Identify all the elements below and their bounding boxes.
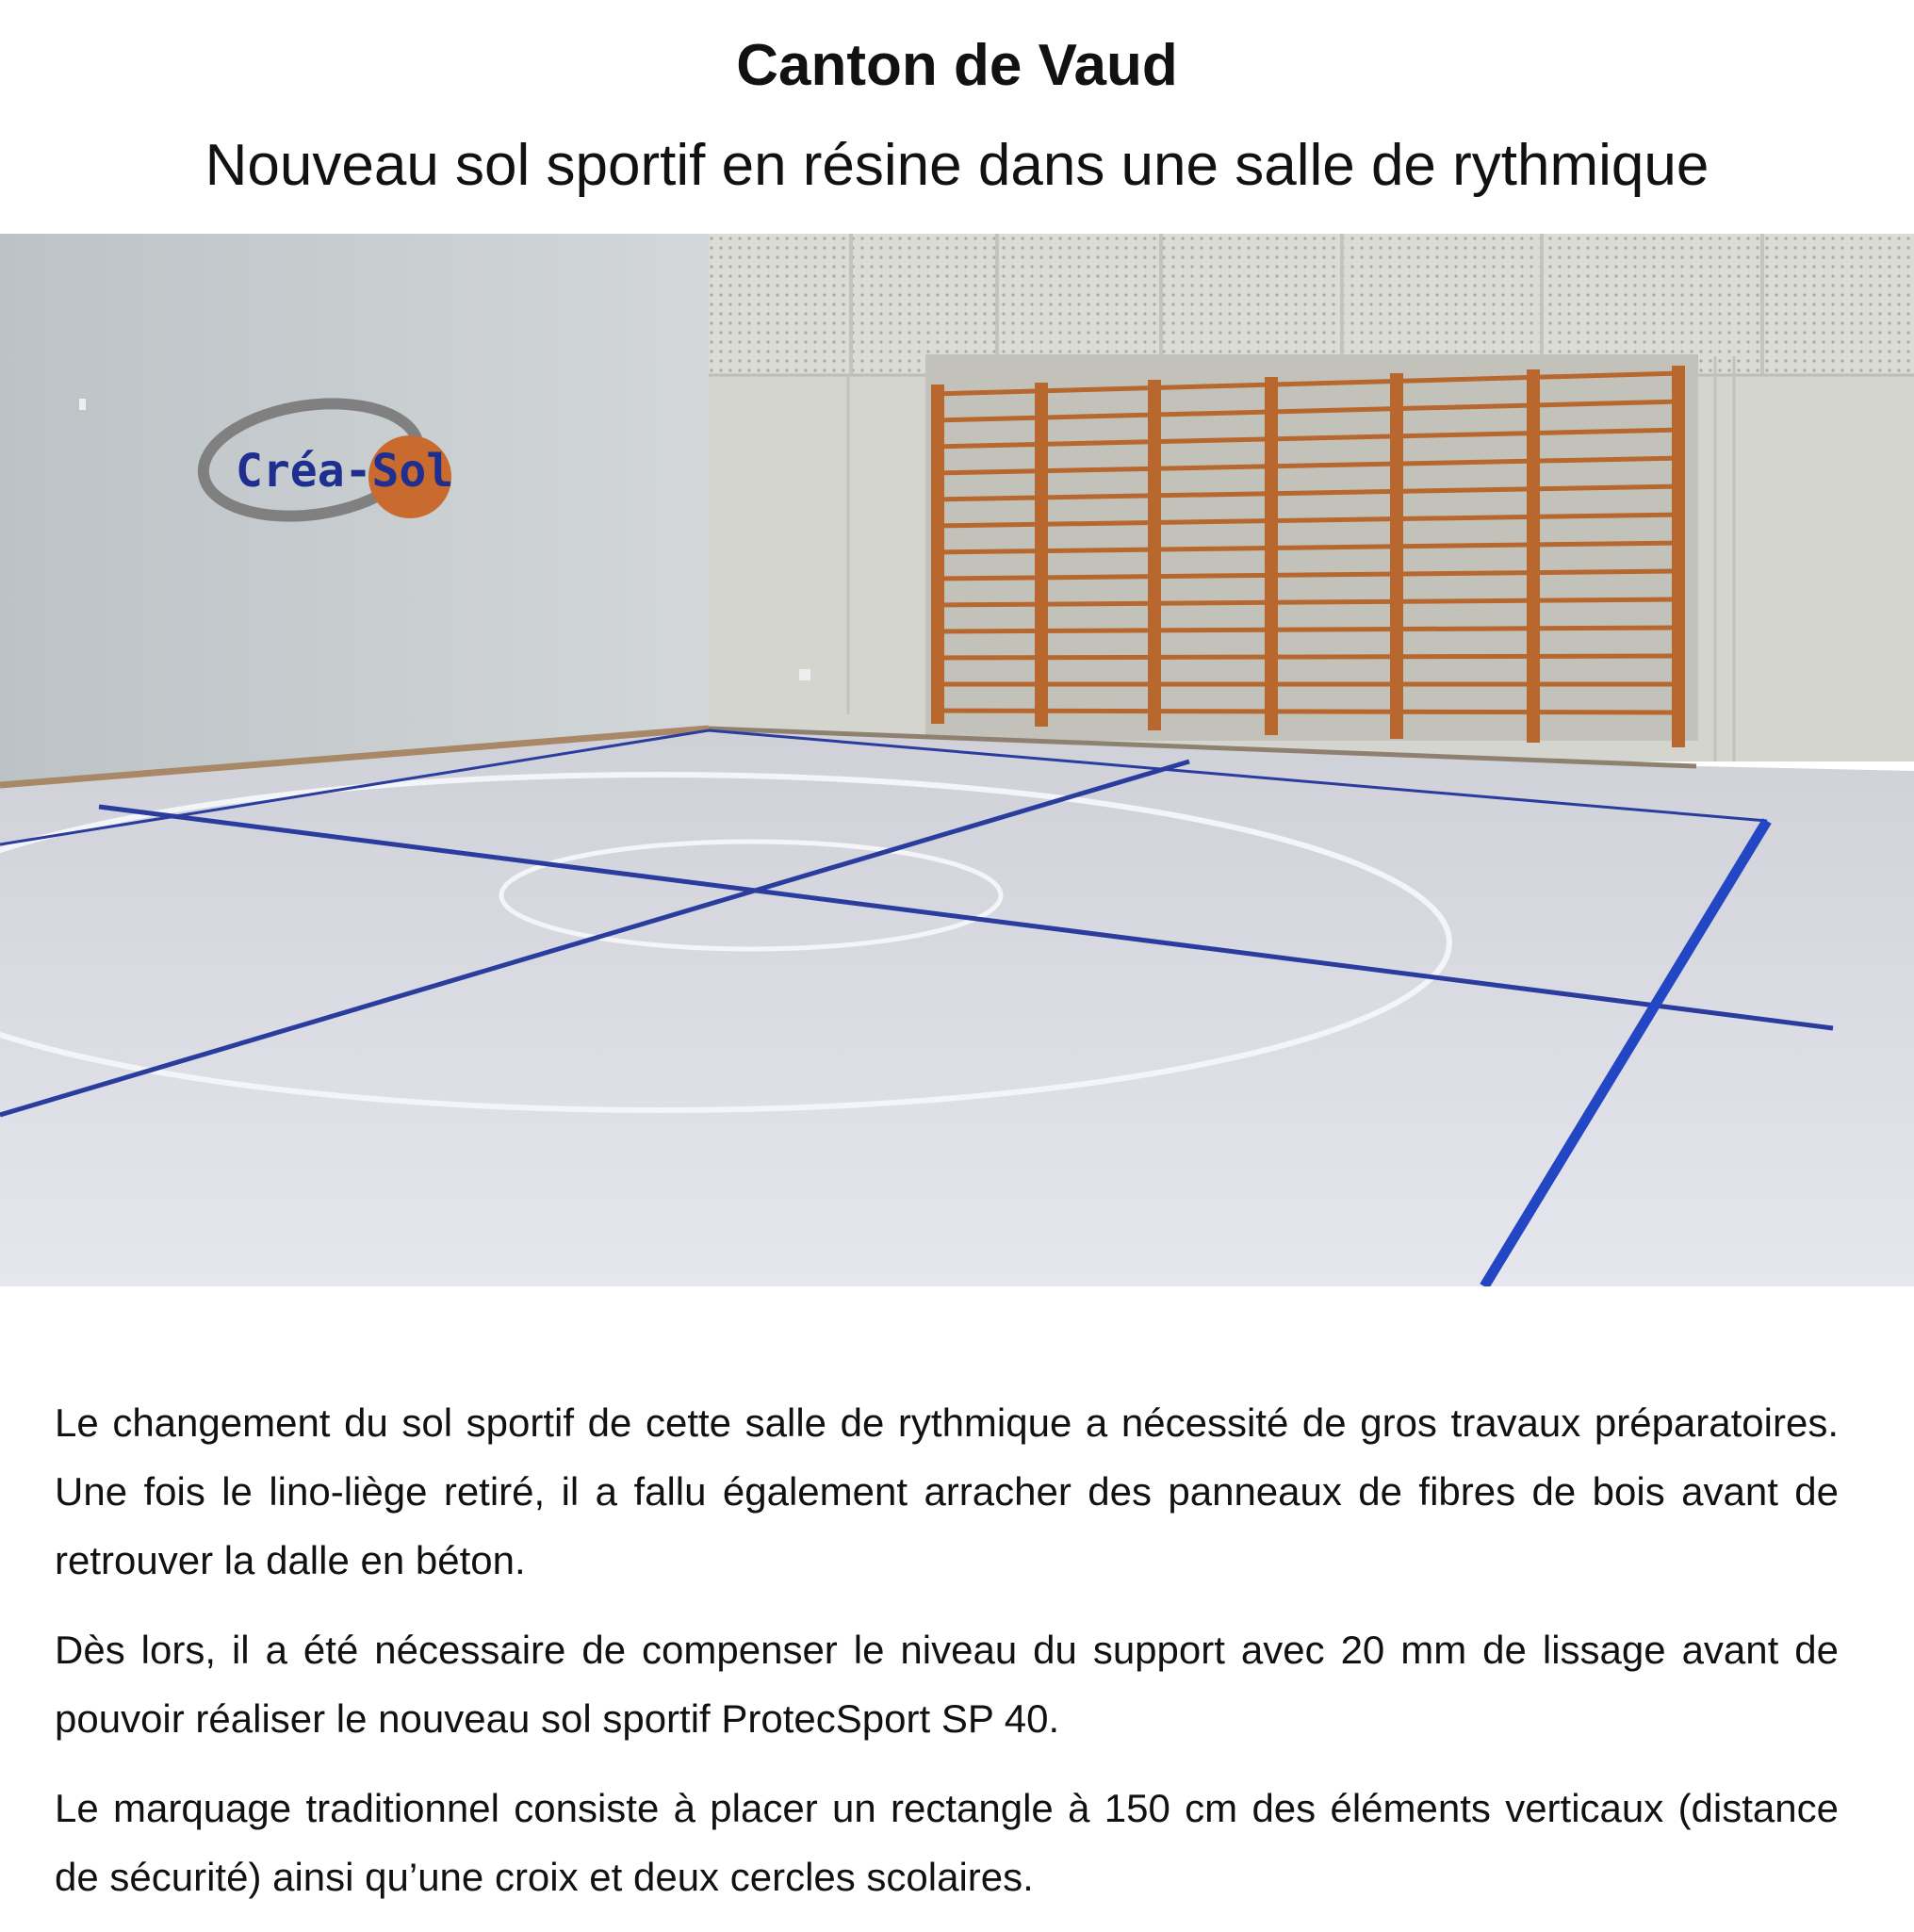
article-body — [55, 1388, 1839, 1932]
page-title: Canton de Vaud — [736, 33, 1178, 98]
wall-bars-post — [1390, 373, 1403, 739]
wall-bars-post — [1265, 377, 1278, 735]
logo-text: Créa-Sol — [236, 445, 454, 498]
page-subtitle: Nouveau sol sportif en résine dans une salle de rythmique — [204, 133, 1710, 198]
floor — [0, 729, 1914, 1286]
wall-bars-post — [1035, 383, 1048, 727]
acoustic-panels — [709, 234, 1914, 375]
gym-floor-photo — [0, 234, 1914, 1286]
page-header — [0, 28, 1914, 204]
paragraph: Le changement du sol sportif de cette salle de rythmique a nécessité de gros travaux préparatoires. Une fois le lino-liège retiré, il a fallu également arracher des panneaux de fibres de bois avant de retrouver la dalle en béton. — [55, 1400, 1839, 1582]
wall-bars-post — [1527, 369, 1540, 743]
wall-bars-post — [1148, 380, 1161, 730]
wall-bars-post — [1672, 366, 1685, 747]
wall-socket — [799, 669, 810, 680]
wall-switch — [79, 399, 86, 410]
paragraph: Dès lors, il a été nécessaire de compenser le niveau du support avec 20 mm de lissage avant de pouvoir réaliser le nouveau sol sportif ProtecSport SP 40. — [55, 1628, 1839, 1741]
paragraph: Le marquage traditionnel consiste à placer un rectangle à 150 cm des éléments verticaux (distance de sécurité) ainsi qu’une croix et deux cercles scolaires. — [55, 1786, 1839, 1899]
wall-bars-post — [931, 385, 944, 724]
